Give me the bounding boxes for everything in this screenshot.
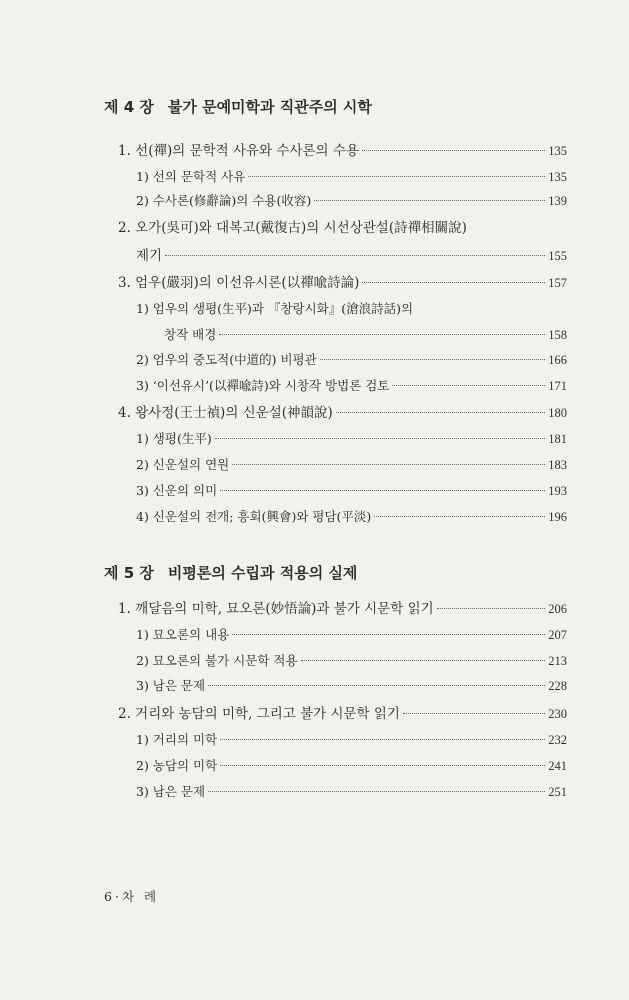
page-number: 6 [104, 889, 112, 904]
toc-entry[interactable]: 3) 남은 문제 228 [136, 678, 567, 693]
toc-entry[interactable]: 4) 신운설의 전개; 흥회(興會)와 평담(平淡) 196 [136, 509, 567, 524]
chapter-4-title: 불가 문예미학과 직관주의 시학 [167, 98, 372, 116]
toc-entry[interactable]: 2) 묘오론의 불가 시문학 적용 213 [136, 653, 567, 668]
toc-entry[interactable]: 1) 선의 문학적 사유 135 [136, 169, 567, 184]
chapter-5-number: 제 5 장 [104, 564, 154, 582]
chapter-5-heading [104, 562, 357, 583]
toc-entry[interactable]: 2. 거리와 농담의 미학, 그리고 불가 시문학 읽기 230 [118, 706, 567, 722]
footer-label: 차례 [121, 889, 167, 904]
toc-entry[interactable]: 창작 배경 158 [164, 327, 567, 342]
toc-entry-text[interactable]: 1) 엄우의 생평(生平)과 『창랑시화』(滄浪詩話)의 [136, 301, 414, 316]
toc-entry[interactable]: 2) 농담의 미학 241 [136, 758, 567, 773]
page-footer [104, 887, 166, 905]
toc-entry[interactable]: 1. 깨달음의 미학, 묘오론(妙悟論)과 불가 시문학 읽기 206 [118, 601, 567, 617]
chapter-5-title: 비평론의 수립과 적용의 실제 [167, 564, 358, 582]
toc-entry[interactable]: 4. 왕사정(王士禎)의 신운설(神韻說) 180 [118, 405, 567, 421]
toc-entry[interactable]: 3) 남은 문제 251 [136, 784, 567, 799]
toc-entry[interactable]: 3. 엄우(嚴羽)의 이선유시론(以禪喩詩論) 157 [118, 275, 567, 291]
toc-entry-text[interactable]: 2. 오가(吳可)와 대복고(戴復古)의 시선상관설(詩禪相關說) [118, 220, 467, 236]
footer-separator: · [114, 889, 119, 904]
toc-entry[interactable]: 1) 거리의 미학 232 [136, 732, 567, 747]
chapter-4-number: 제 4 장 [104, 98, 154, 116]
toc-entry[interactable]: 2) 수사론(修辭論)의 수용(收容) 139 [136, 193, 567, 208]
toc-entry[interactable]: 2) 엄우의 중도적(中道的) 비평관 166 [136, 352, 567, 367]
toc-entry[interactable]: 1) 생평(生平) 181 [136, 431, 567, 446]
toc-entry[interactable]: 1) 묘오론의 내용 207 [136, 627, 567, 642]
toc-entry[interactable]: 3) 신운의 의미 193 [136, 483, 567, 498]
toc-entry[interactable]: 1. 선(禪)의 문학적 사유와 수사론의 수용 135 [118, 143, 567, 159]
toc-entry[interactable]: 3) ‘이선유시’(以禪喩詩)와 시창작 방법론 검토 171 [136, 378, 567, 393]
chapter-4-heading [104, 96, 372, 117]
toc-entry[interactable]: 제기 155 [136, 248, 567, 264]
toc-entry[interactable]: 2) 신운설의 연원 183 [136, 457, 567, 472]
